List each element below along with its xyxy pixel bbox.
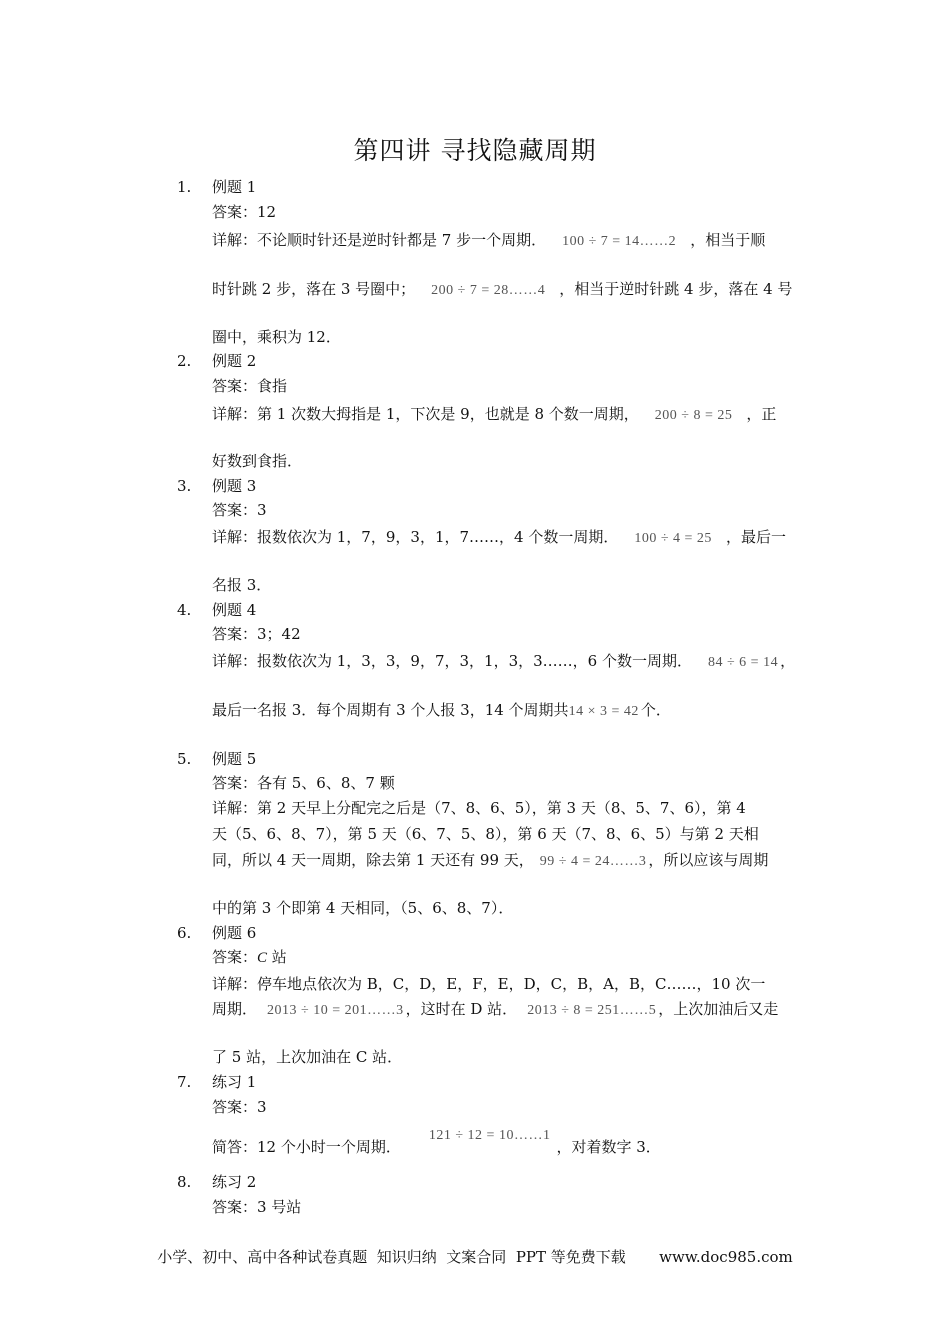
math-expression: 200 ÷ 7 = 28……4 [431,283,546,298]
answer-line: 答案：C 站 [212,948,287,966]
explanation-line: 了 5 站，上次加油在 C 站． [212,1048,403,1066]
explanation-line: 详解：报数依次为 1，7，9，3，1，7……，4 个数一周期． 100 ÷ 4 = 25 ，最后一 [212,528,786,546]
item-number: 4. [177,601,192,619]
explanation-line: 周期． 2013 ÷ 10 = 201……3 ，这时在 D 站． 2013 ÷ 8 = 251……5 ，上次加油后又走 [212,1000,779,1018]
math-expression: 121 ÷ 12 = 10……1 [428,1128,551,1143]
answer-line: 答案：12 [212,203,277,221]
explanation-line: 天（5、6、8、7），第 5 天（6、7、5、8），第 6 天（7、8、6、5）与第 2 天相 [212,825,759,843]
item-label: 练习 1 [212,1073,257,1091]
explanation-line: 详解：不论顺时针还是逆时针都是 7 步一个周期． 100 ÷ 7 = 14……2 ，相当于顺 [212,231,766,249]
item-label: 例题 1 [212,178,257,196]
explanation-line: 详解：第 2 天早上分配完之后是（7、8、6、5），第 3 天（8、5、7、6），第 4 [212,799,746,817]
item-number: 2. [177,352,192,370]
math-expression: 84 ÷ 6 = 14 [707,655,779,670]
explanation-line: 最后一名报 3．每个周期有 3 个人报 3，14 个周期共14 × 3 = 42 个． [212,701,671,719]
item-number: 7. [177,1073,192,1091]
answer-line: 答案：3；42 [212,625,301,643]
answer-line: 答案：3 [212,1098,267,1116]
math-expression: 2013 ÷ 8 = 251……5 [527,1003,657,1018]
answer-line: 答案：食指 [212,377,288,395]
explanation-line: 时针跳 2 步，落在 3 号圈中； 200 ÷ 7 = 28……4 ，相当于逆时针跳 4 步，落在 4 号 [212,280,793,298]
math-expression: 14 × 3 = 42 [568,704,639,719]
item-number: 5. [177,750,192,768]
item-label: 例题 2 [212,352,257,370]
answer-line: 答案：3 [212,501,267,519]
item-label: 例题 5 [212,750,257,768]
math-expression: 200 ÷ 8 = 25 [654,408,733,423]
page-title: 第四讲 寻找隐藏周期 [353,136,597,165]
item-number: 8. [177,1173,192,1191]
explanation-line: 名报 3． [212,576,272,594]
math-expression: 2013 ÷ 10 = 201……3 [267,1003,404,1018]
explanation-line: 圈中，乘积为 12． [212,328,341,346]
item-number: 6. [177,924,192,942]
item-label: 例题 4 [212,601,257,619]
answer-line: 答案：3 号站 [212,1198,302,1216]
math-expression: 100 ÷ 4 = 25 [634,531,712,546]
item-label: 练习 2 [212,1173,257,1191]
explanation-line: 详解：报数依次为 1，3，3，9，7，3，1，3，3……，6 个数一周期． 84 ÷ 6 = 14 ， [212,652,796,670]
explanation-line: 好数到食指． [212,452,303,470]
item-label: 例题 6 [212,924,257,942]
explanation-line: 详解：停车地点依次为 B，C，D，E，F，E，D，C，B，A，B，C……，10 次一 [212,975,766,993]
item-number: 3. [177,477,192,495]
explanation-line: 同，所以 4 天一周期，除去第 1 天还有 99 天， 99 ÷ 4 = 24……3 ，所以应该与周期 [212,851,769,869]
page-footer: 小学、初中、高中各种试卷真题 知识归纳 文案合同 PPT 等免费下载 www.doc985.com [157,1248,793,1266]
explanation-line: 详解：第 1 次数大拇指是 1，下次是 9，也就是 8 个数一周期， 200 ÷ 8 = 25 ，正 [212,405,777,423]
item-label: 例题 3 [212,477,257,495]
math-expression: 100 ÷ 7 = 14……2 [562,234,677,249]
item-number: 1. [177,178,192,196]
answer-line: 答案：各有 5、6、8、7 颗 [212,774,395,792]
explanation-line: 简答：12 个小时一个周期．121 ÷ 12 = 10……1，对着数字 3． [212,1128,661,1156]
math-expression: 99 ÷ 4 = 24……3 [539,854,647,869]
explanation-line: 中的第 3 个即第 4 天相同，（5、6、8、7）． [212,899,514,917]
